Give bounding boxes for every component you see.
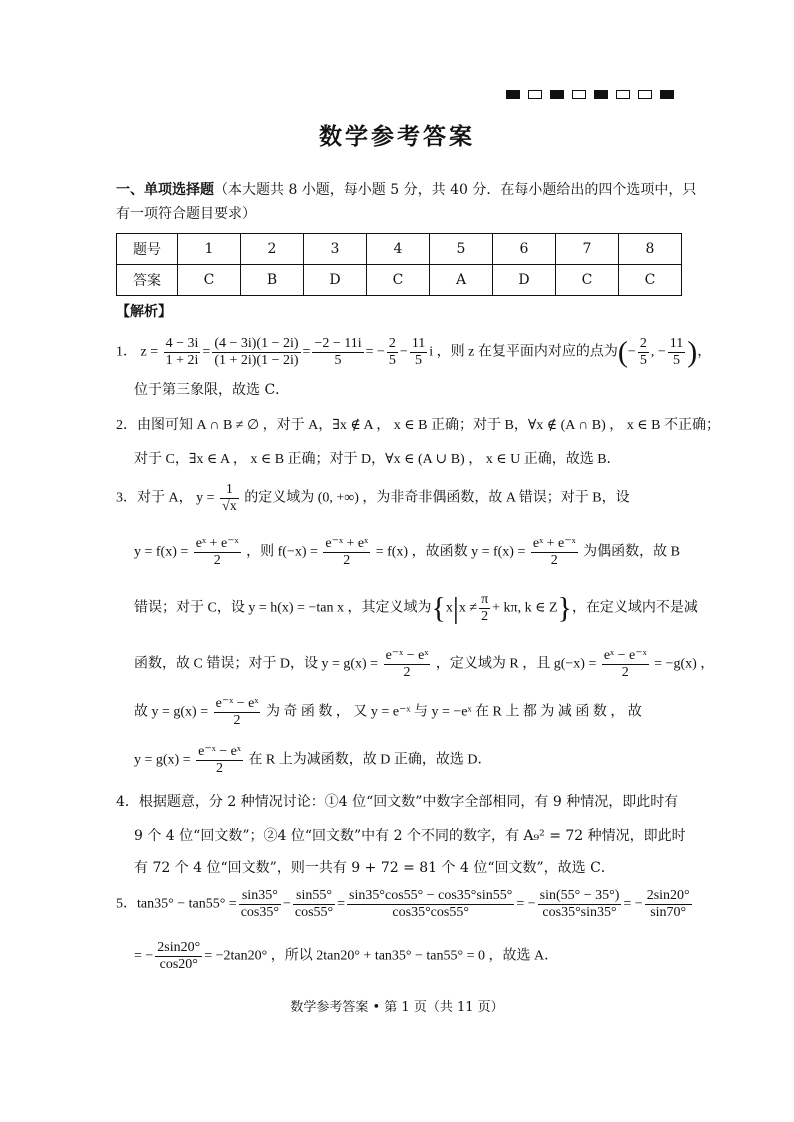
fraction xyxy=(293,888,335,921)
q3-line1 xyxy=(116,482,630,515)
set-cond: + kπ, k ∈ Z xyxy=(492,600,558,616)
denominator: √x xyxy=(222,499,237,514)
fraction xyxy=(212,336,300,369)
analysis-label: 【解析】 xyxy=(116,304,172,320)
q3-text: ，则 f(−x) = xyxy=(246,544,318,560)
q3-text: 在 R 上为减函数，故 D 正确，故选 D． xyxy=(248,752,492,768)
fraction xyxy=(214,696,261,729)
denominator: cos35°cos55° xyxy=(392,905,469,920)
q4-line2: 9 个 4 位“回文数”；②4 位“回文数”中有 2 个不同的数字，有 A₉² = 72 种情况，即此时 xyxy=(134,828,686,844)
table-cell: C xyxy=(178,265,241,296)
table-cell: 8 xyxy=(619,234,682,265)
numerator: 2sin20° xyxy=(157,940,201,955)
table-row xyxy=(117,265,682,296)
numerator: sin55° xyxy=(293,888,335,905)
denominator: 2 xyxy=(216,761,224,776)
denominator: 2 xyxy=(550,553,558,568)
numerator: e⁻ˣ + eˣ xyxy=(325,536,369,551)
numerator: π xyxy=(481,592,489,607)
table-cell: 3 xyxy=(304,234,367,265)
answer-table xyxy=(116,233,682,296)
filled-square-icon xyxy=(506,90,520,99)
q3-text: 函数，故 C 错误；对于 D，设 y = g(x) = xyxy=(134,656,379,672)
q3-text: y = f(x) = xyxy=(134,544,189,560)
numerator: 2 xyxy=(639,336,647,351)
numerator: eˣ − e⁻ˣ xyxy=(603,648,647,663)
q5-text: 5．tan35° − tan55° = xyxy=(116,896,237,912)
denominator: 2 xyxy=(403,665,411,680)
fraction xyxy=(196,744,243,777)
section-description: （本大题共 8 小题，每小题 5 分，共 40 分．在每小题给出的四个选项中，只 xyxy=(214,182,697,198)
header-marks xyxy=(506,90,674,99)
numerator: 2sin20° xyxy=(646,888,690,903)
table-cell: D xyxy=(493,265,556,296)
empty-square-icon xyxy=(616,90,630,99)
q5-text: = −2tan20° ，所以 2tan20° + tan35° − tan55° = 0 ，故选 A． xyxy=(204,948,559,964)
section-description-line2: 有一项符合题目要求） xyxy=(116,206,256,222)
table-cell: 1 xyxy=(178,234,241,265)
denominator: 5 xyxy=(639,353,647,368)
numerator: (4 − 3i)(1 − 2i) xyxy=(214,336,299,351)
q3-line4 xyxy=(134,648,714,681)
q3-text: 的定义域为 (0, +∞) ，为非奇非偶函数，故 A 错误；对于 B，设 xyxy=(244,490,630,506)
empty-square-icon xyxy=(638,90,652,99)
fraction xyxy=(645,888,692,921)
fraction xyxy=(387,336,398,369)
numerator: 11 xyxy=(411,336,426,351)
numerator: sin35°cos55° − cos35°sin55° xyxy=(349,888,513,903)
filled-square-icon xyxy=(594,90,608,99)
denominator: 2 xyxy=(213,553,221,568)
fraction xyxy=(194,536,241,569)
q4-line3: 有 72 个 4 位“回文数”，则一共有 9 + 72 = 81 个 4 位“回文数”，故选 C． xyxy=(134,860,615,876)
q1-lhs: z = xyxy=(140,344,159,360)
q3-text: 故 y = g(x) = xyxy=(134,704,209,720)
denominator: sin70° xyxy=(650,905,687,920)
numerator: eˣ + e⁻ˣ xyxy=(532,536,576,551)
fraction xyxy=(384,648,431,681)
table-cell: C xyxy=(619,265,682,296)
q5-text: = − xyxy=(134,948,154,964)
q4-line1: 4．根据题意，分 2 种情况讨论：①4 位“回文数”中数字全部相同，有 9 种情况，即此时有 xyxy=(116,794,679,810)
q3-text: y = g(x) = xyxy=(134,752,191,768)
numerator: −2 − 11i xyxy=(314,336,362,351)
numerator: 2 xyxy=(388,336,396,351)
q3-text: = f(x) ，故函数 y = f(x) = xyxy=(375,544,526,560)
fraction xyxy=(668,336,685,369)
q3-text: = −g(x) ， xyxy=(654,656,715,672)
section-heading-line1 xyxy=(116,180,696,200)
table-cell: C xyxy=(556,265,619,296)
numerator: e⁻ˣ − eˣ xyxy=(215,696,259,711)
q1-number: 1． xyxy=(116,344,137,360)
denominator: cos55° xyxy=(294,905,334,920)
denominator: 2 xyxy=(481,609,489,624)
numerator: 4 − 3i xyxy=(165,336,199,351)
q1-line2: 位于第三象限，故选 C． xyxy=(134,382,290,398)
q3-line5 xyxy=(134,696,642,729)
numerator: sin(55° − 35°) xyxy=(539,888,620,903)
table-cell: B xyxy=(241,265,304,296)
q3-line2 xyxy=(134,536,680,569)
table-cell: 6 xyxy=(493,234,556,265)
empty-square-icon xyxy=(572,90,586,99)
denominator: (1 + 2i)(1 − 2i) xyxy=(214,353,299,368)
row-label-answer: 答案 xyxy=(117,265,178,296)
fraction xyxy=(531,536,578,569)
fraction xyxy=(479,592,490,625)
q3-text: 错误；对于 C，设 y = h(x) = −tan x ，其定义域为 xyxy=(134,600,432,616)
fraction xyxy=(347,888,514,921)
table-cell: 4 xyxy=(367,234,430,265)
table-cell: 5 xyxy=(430,234,493,265)
q3-line6 xyxy=(134,744,492,777)
q3-text: 为偶函数，故 B xyxy=(583,544,681,560)
fraction xyxy=(410,336,427,369)
fraction xyxy=(638,336,649,369)
q2-line1: 2．由图可知 A ∩ B ≠ ∅ ，对于 A，∃x ∉ A ， x ∈ B 正确；对于 B，∀x ∉ (A ∩ B) ， x ∈ B 不正确； xyxy=(116,418,720,433)
row-label-number: 题号 xyxy=(117,234,178,265)
q1-line1: 1． z = $\frac{4 - 3i}{1 + 2i}$ = $\frac{(4 - 3i)(1 - 2i)}{(1 + 2i)(1 - 2i)}$ = $\frac{-2 - 11i}{5}$ = − $\frac{2}{5}$ − $\frac{11}{5}$ i ，则 z 在复平面内对应的点为(− $\frac{2}{5}$ , − $\frac{11}{5}$ )， xyxy=(116,335,712,369)
numerator: 11 xyxy=(669,336,684,351)
numerator: eˣ + e⁻ˣ xyxy=(195,536,239,551)
fraction xyxy=(164,336,201,369)
filled-square-icon xyxy=(660,90,674,99)
table-cell: 7 xyxy=(556,234,619,265)
fraction xyxy=(538,888,622,921)
table-cell: C xyxy=(367,265,430,296)
table-cell: 2 xyxy=(241,234,304,265)
denominator: cos35°sin35° xyxy=(542,905,617,920)
q5-line2 xyxy=(134,940,558,973)
q3-text: ，定义域为 R ，且 g(−x) = xyxy=(435,656,597,672)
q3-text: ，在定义域内不是减 xyxy=(571,600,698,616)
numerator: e⁻ˣ − eˣ xyxy=(198,744,241,759)
denominator: 2 xyxy=(343,553,351,568)
denominator: 2 xyxy=(233,713,241,728)
denominator: 2 xyxy=(621,665,629,680)
table-cell: D xyxy=(304,265,367,296)
numerator: e⁻ˣ − eˣ xyxy=(385,648,429,663)
fraction xyxy=(323,536,370,569)
fraction xyxy=(239,888,281,921)
fraction xyxy=(155,940,202,973)
section-heading: 一、单项选择题 xyxy=(116,182,214,198)
empty-square-icon xyxy=(528,90,542,99)
q3-line3: 错误；对于 C，设 y = h(x) = −tan x ，其定义域为{x|x ≠ $\frac{\pi}{2}$ + kπ, k ∈ Z}，在定义域内不是减 xyxy=(134,591,698,625)
q1-text: i ，则 z 在复平面内对应的点为 xyxy=(429,344,618,360)
numerator: 1 xyxy=(220,482,239,499)
filled-square-icon xyxy=(550,90,564,99)
set-var: x xyxy=(445,600,453,616)
set-cond: x ≠ xyxy=(458,600,478,616)
denominator: cos35° xyxy=(240,905,279,920)
page-footer: 数学参考答案 • 第 1 页（共 11 页） xyxy=(290,1000,504,1015)
numerator: sin35° xyxy=(239,888,281,905)
q3-text: 为 奇 函 数 ， 又 y = e⁻ˣ 与 y = −eˣ 在 R 上 都 为 减 函 数 ， 故 xyxy=(265,704,642,720)
table-cell: A xyxy=(430,265,493,296)
fraction xyxy=(602,648,649,681)
denominator: 1 + 2i xyxy=(165,353,199,368)
denominator: 5 xyxy=(388,353,396,368)
denominator: 5 xyxy=(415,353,423,368)
denominator: 5 xyxy=(672,353,680,368)
q2-line2: 对于 C，∃x ∈ A ， x ∈ B 正确；对于 D，∀x ∈ (A ∪ B) ， x ∈ U 正确，故选 B． xyxy=(134,452,621,467)
table-row xyxy=(117,234,682,265)
denominator: cos20° xyxy=(159,957,198,972)
page-title: 数学参考答案 xyxy=(319,123,475,150)
denominator: 5 xyxy=(334,353,342,368)
fraction xyxy=(312,336,363,369)
q3-text: 3．对于 A， y = xyxy=(116,490,215,506)
fraction xyxy=(220,482,239,515)
q5-line1: 5．tan35° − tan55° = $\frac{\sin 35^\circ}{\cos 35^\circ}$ − $\frac{\sin 55^\circ}{\cos 55^\circ}$ = $\frac{\sin 35^\circ\cos 55^\circ - \cos 35^\circ\sin 55^\circ}{\cos 35^\circ\cos 55^\circ}$ = − $\frac{\sin(55^\circ - 35^\circ)}{\cos 35^\circ\sin 35^\circ}$ = − $\frac{2\sin 20^\circ}{\sin 70^\circ}$ xyxy=(116,888,690,920)
